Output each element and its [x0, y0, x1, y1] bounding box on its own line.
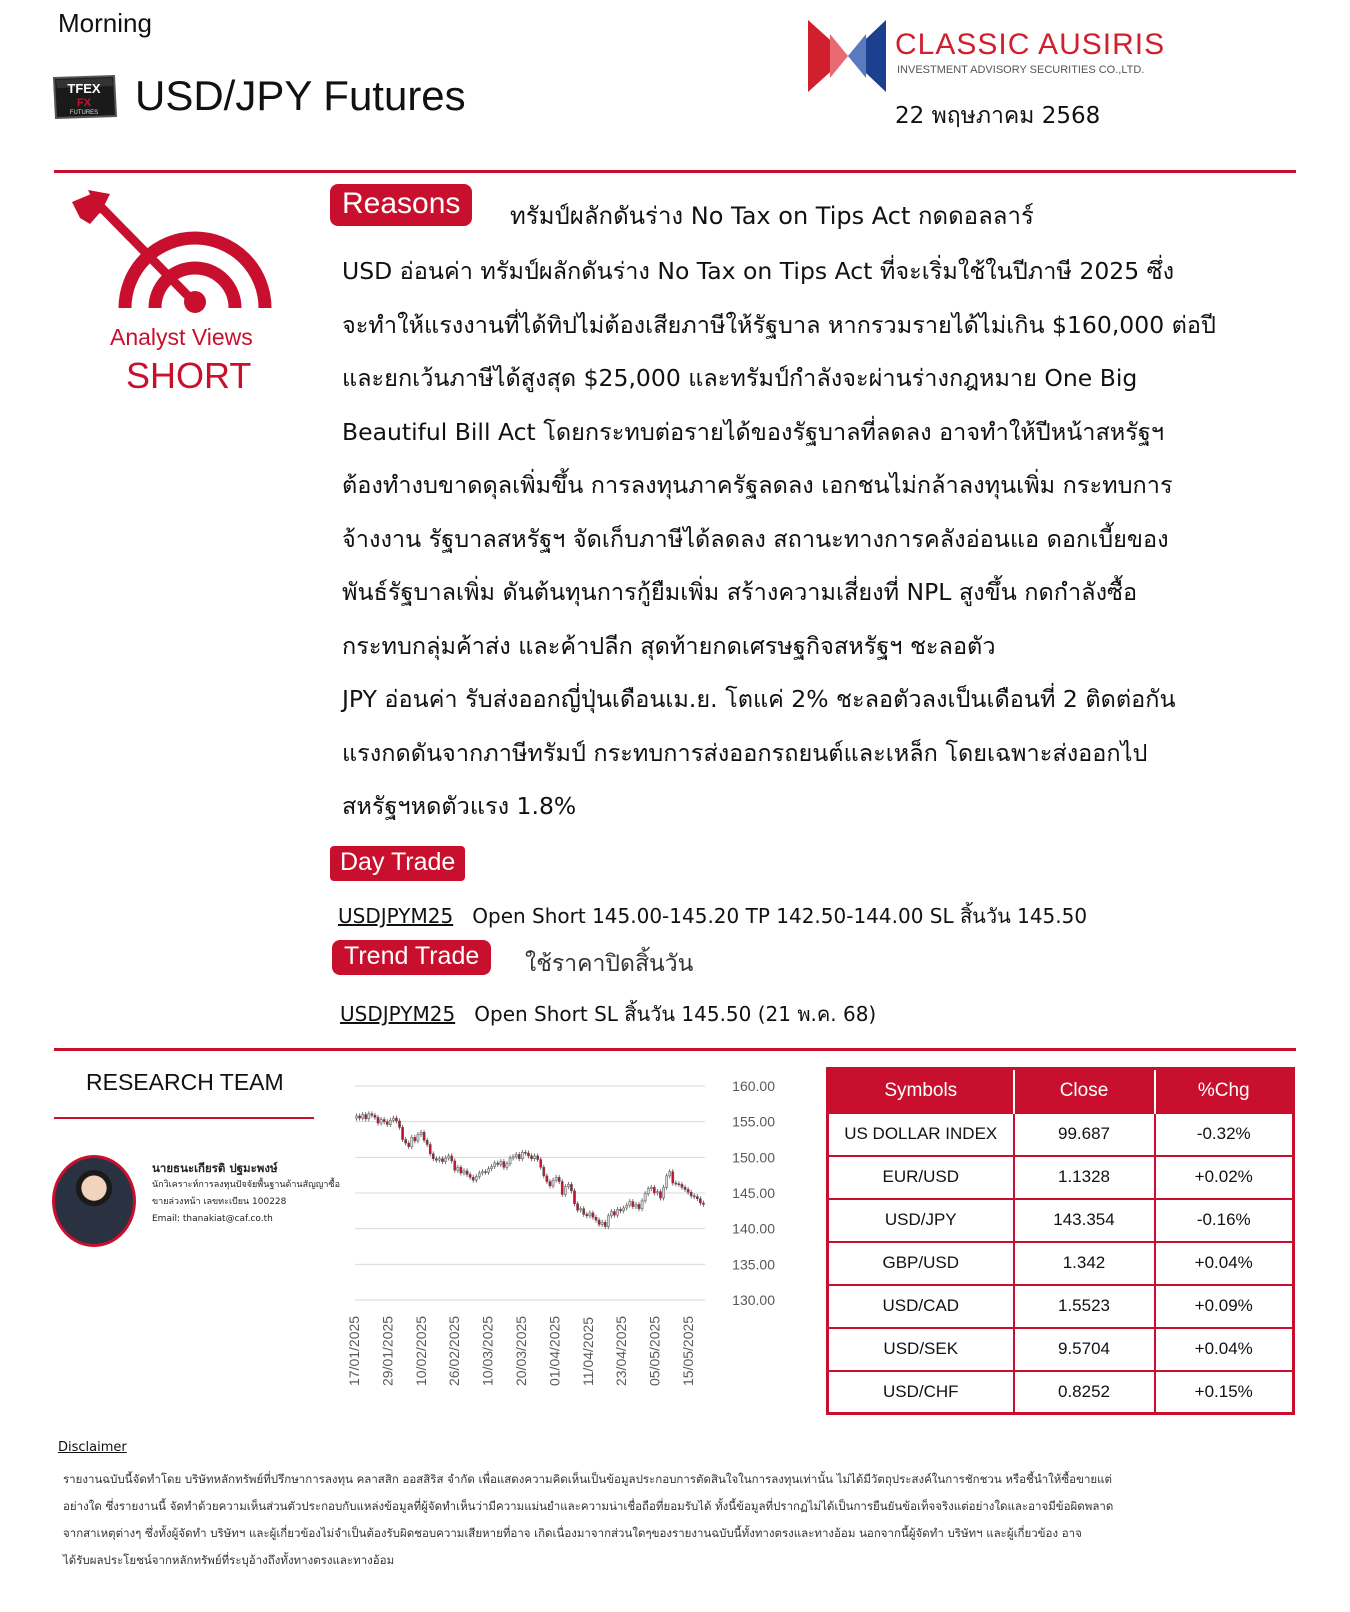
candle-body [595, 1217, 597, 1220]
analyst-role: นักวิเคราะห์การลงทุนปัจจัยพื้นฐานด้านสัญญาซื้อ [152, 1180, 340, 1190]
x-tick-label: 11/04/2025 [579, 1316, 596, 1386]
quote-symbol: USD/SEK [828, 1328, 1014, 1371]
section-divider [54, 1048, 1296, 1051]
quote-symbol: EUR/USD [828, 1156, 1014, 1199]
research-team-title: RESEARCH TEAM [86, 1069, 284, 1095]
candle-body [438, 1159, 440, 1160]
target-arrow-icon [70, 190, 275, 320]
candle-body [494, 1163, 496, 1167]
quote-close: 1.1328 [1014, 1156, 1155, 1199]
candle-body [555, 1177, 557, 1180]
candle-body [402, 1127, 404, 1139]
quotes-table [826, 1067, 1295, 1415]
candle-body [423, 1132, 425, 1140]
candle-body [398, 1121, 400, 1127]
trend-trade-tag: Trend Trade [332, 940, 491, 975]
candle-body [672, 1172, 674, 1183]
candle-body [662, 1187, 664, 1198]
candle-body [543, 1167, 545, 1176]
reasons-tag: Reasons [330, 184, 472, 226]
candle-body [478, 1173, 480, 1177]
quote-close: 99.687 [1014, 1113, 1155, 1156]
candle-body [632, 1202, 634, 1207]
candle-body [371, 1114, 373, 1115]
candle-body [656, 1192, 658, 1193]
candle-body [567, 1184, 569, 1186]
disclaimer-body [63, 1466, 1273, 1574]
tfex-logo-line2: FX [76, 97, 92, 109]
candle-body [610, 1212, 612, 1216]
candle-body [530, 1156, 532, 1159]
candle-body [573, 1191, 575, 1204]
candle-body [647, 1189, 649, 1194]
candle-body [362, 1115, 364, 1119]
y-tick-label: 145.00 [732, 1185, 775, 1201]
x-tick-label: 17/01/2025 [346, 1315, 362, 1386]
day-trade-detail: Open Short 145.00-145.20 TP 142.50-144.00 SL สิ้นวัน 145.50 [472, 904, 1088, 928]
x-tick-label: 29/01/2025 [379, 1315, 396, 1386]
quote-close: 143.354 [1014, 1199, 1155, 1242]
candle-body [374, 1115, 376, 1117]
day-trade-symbol: USDJPYM25 [338, 904, 454, 928]
candle-body [359, 1116, 361, 1118]
candle-body [380, 1120, 382, 1124]
candle-body [601, 1222, 603, 1224]
candle-body [623, 1208, 625, 1211]
candle-body [472, 1177, 474, 1180]
candle-body [580, 1209, 582, 1210]
candle-body [426, 1140, 428, 1144]
candle-body [408, 1143, 410, 1147]
product-title: USD/JPY Futures [135, 72, 466, 119]
candle-body [570, 1184, 572, 1190]
trend-trade-detail: Open Short SL สิ้นวัน 145.50 (21 พ.ค. 68) [474, 1002, 877, 1026]
candle-body [429, 1144, 431, 1153]
candle-body [484, 1172, 486, 1173]
candle-body [626, 1205, 628, 1208]
trend-trade-note: ใช้ราคาปิดสิ้นวัน [525, 951, 694, 977]
trend-trade-line [340, 998, 876, 1030]
candle-body [684, 1187, 686, 1189]
quotes-header-chg: %Chg [1155, 1069, 1294, 1113]
candle-body [383, 1120, 385, 1122]
analyst-info [152, 1160, 340, 1228]
candle-body [702, 1203, 704, 1204]
candle-body [586, 1214, 588, 1215]
reasons-line: จะทำให้แรงงานที่ได้ทิปไม่ต้องเสียภาษีให้รัฐบาล หากรวมรายได้ไม่เกิน $160,000 ต่อปี [342, 310, 1216, 339]
quote-close: 1.5523 [1014, 1285, 1155, 1328]
reasons-line: สหรัฐฯหดตัวแรง 1.8% [342, 792, 577, 820]
candle-body [534, 1156, 536, 1159]
quotes-header-close: Close [1014, 1069, 1155, 1113]
candle-body [487, 1169, 489, 1173]
quote-row [828, 1199, 1294, 1242]
analyst-views-value: SHORT [126, 355, 252, 396]
disclaimer-line: อย่างใด ซึ่งรายงานนี้ จัดทำด้วยความเห็นส่วนตัวประกอบกับแหล่งข้อมูลที่ผู้จัดทำเห็นว่ามีความแม่นยำและความน่าเชื่อถือที่ยอมรับได้ ทั้งนี้ข้อมูลที่ปรากฏไม่ได้เป็นการยืนยันข้อเท็จจริงแต่อย่างใดและอาจมีข้อผิดพลาด [63, 1499, 1114, 1513]
trend-trade-symbol: USDJPYM25 [340, 1002, 456, 1026]
candle-body [607, 1216, 609, 1227]
candle-body [469, 1174, 471, 1177]
candle-body [589, 1213, 591, 1216]
candle-body [583, 1209, 585, 1215]
candle-body [524, 1152, 526, 1153]
quote-row [828, 1371, 1294, 1414]
candle-body [638, 1204, 640, 1208]
analyst-views-label: Analyst Views [110, 324, 253, 350]
reasons-line: พันธ์รัฐบาลเพิ่ม ดันต้นทุนการกู้ยืมเพิ่ม สร้างความเสี่ยงที่ NPL สูงขึ้น กดกำลังซื้อ [342, 578, 1138, 606]
candle-body [629, 1202, 631, 1206]
tfex-logo [50, 72, 118, 122]
classic-ausiris-logo [808, 20, 886, 92]
candle-body [448, 1156, 450, 1158]
quote-symbol: USD/CHF [828, 1371, 1014, 1414]
candle-body [564, 1187, 566, 1195]
candle-body [509, 1158, 511, 1164]
candle-body [687, 1189, 689, 1192]
reasons-line: Beautiful Bill Act โดยกระทบต่อรายได้ของรัฐบาลที่ลดลง อาจทำให้ปีหน้าสหรัฐฯ [342, 417, 1165, 446]
reasons-line: USD อ่อนค่า ทรัมป์ผลักดันร่าง No Tax on Tips Act ที่จะเริ่มใช้ในปีภาษี 2025 ซึ่ง [342, 257, 1175, 285]
candle-body [616, 1209, 618, 1215]
quote-symbol: GBP/USD [828, 1242, 1014, 1285]
y-tick-label: 155.00 [732, 1113, 775, 1130]
candle-body [405, 1140, 407, 1144]
candle-body [546, 1176, 548, 1182]
candle-body [604, 1222, 606, 1226]
usdjpy-candlestick-chart [346, 1078, 815, 1420]
candle-body [506, 1164, 508, 1168]
y-tick-label: 150.00 [732, 1149, 775, 1166]
quote-close: 0.8252 [1014, 1371, 1155, 1414]
quote-change: -0.16% [1155, 1199, 1294, 1242]
candle-body [386, 1122, 388, 1125]
candle-body [435, 1159, 437, 1160]
candle-body [521, 1152, 523, 1158]
candle-body [540, 1159, 542, 1167]
quote-symbol: USD/JPY [828, 1199, 1014, 1242]
quote-row [828, 1242, 1294, 1285]
candle-body [377, 1117, 379, 1123]
quote-change: +0.15% [1155, 1371, 1294, 1414]
brand-name: CLASSIC AUSIRIS [895, 28, 1166, 61]
analyst-email: Email: thanakiat@caf.co.th [152, 1214, 273, 1224]
analyst-avatar [52, 1155, 136, 1247]
analyst-license: ขายล่วงหน้า เลขทะเบียน 100228 [152, 1197, 287, 1207]
candle-body [466, 1171, 468, 1175]
reasons-line: แรงกดดันจากภาษีทรัมป์ กระทบการส่งออกรถยนต์และเหล็ก โดยเฉพาะส่งออกไป [342, 738, 1148, 767]
x-tick-label: 15/05/2025 [680, 1315, 696, 1386]
candle-body [669, 1172, 671, 1176]
reasons-line: JPY อ่อนค่า รับส่งออกญี่ปุ่นเดือนเม.ย. โตแค่ 2% ชะลอตัวลงเป็นเดือนที่ 2 ติดต่อกัน [342, 685, 1176, 713]
reasons-body [342, 245, 1292, 834]
quotes-header-symbols: Symbols [828, 1069, 1014, 1113]
candle-body [653, 1187, 655, 1193]
candle-body [527, 1153, 529, 1156]
candle-body [420, 1132, 422, 1134]
candle-body [659, 1192, 661, 1198]
candle-body [598, 1220, 600, 1224]
quote-row [828, 1156, 1294, 1199]
x-tick-label: 23/04/2025 [613, 1315, 630, 1386]
y-tick-label: 135.00 [732, 1256, 775, 1273]
candle-body [592, 1213, 594, 1217]
candle-body [693, 1196, 695, 1197]
quote-symbol: USD/CAD [828, 1285, 1014, 1328]
tfex-logo-line3: FUTURES [69, 110, 99, 116]
candle-body [641, 1201, 643, 1209]
candle-body [515, 1154, 517, 1156]
quote-symbol: US DOLLAR INDEX [828, 1113, 1014, 1156]
candle-body [463, 1171, 465, 1173]
candle-body [451, 1156, 453, 1161]
candle-body [675, 1183, 677, 1184]
candle-body [368, 1114, 370, 1119]
x-tick-label: 26/02/2025 [446, 1315, 463, 1386]
candle-body [432, 1154, 434, 1159]
quote-row [828, 1285, 1294, 1328]
report-date: 22 พฤษภาคม 2568 [895, 103, 1101, 129]
reasons-line: และยกเว้นภาษีได้สูงสุด $25,000 และทรัมป์กำลังจะผ่านร่างกฎหมาย One Big [342, 364, 1138, 392]
candle-body [395, 1118, 397, 1121]
candle-body [681, 1184, 683, 1187]
candle-body [549, 1182, 551, 1186]
candle-body [650, 1187, 652, 1188]
quote-change: +0.09% [1155, 1285, 1294, 1328]
candle-body [635, 1204, 637, 1206]
x-tick-label: 20/03/2025 [513, 1315, 529, 1386]
header-divider [54, 170, 1296, 173]
reasons-line: ต้องทำงบขาดดุลเพิ่มขึ้น การลงทุนภาครัฐลดลง เอกชนไม่กล้าลงทุนเพิ่ม กระทบการ [342, 471, 1173, 499]
y-tick-label: 160.00 [732, 1078, 775, 1094]
quote-row [828, 1328, 1294, 1371]
disclaimer-title: Disclaimer [58, 1440, 127, 1455]
candle-body [699, 1199, 701, 1203]
x-tick-label: 01/04/2025 [546, 1315, 563, 1386]
day-trade-tag: Day Trade [330, 846, 465, 881]
x-tick-label: 10/03/2025 [479, 1315, 496, 1386]
candle-body [512, 1157, 514, 1158]
candle-body [441, 1159, 443, 1162]
candle-body [355, 1116, 357, 1118]
y-tick-label: 130.00 [732, 1292, 775, 1308]
candle-body [696, 1197, 698, 1199]
quote-row [828, 1113, 1294, 1156]
candle-body [444, 1158, 446, 1162]
disclaimer-line: จากสาเหตุต่างๆ ซึ่งทั้งผู้จัดทำ บริษัทฯ และผู้เกี่ยวข้องไม่จำเป็นต้องรับผิดชอบความเสียหายที่อาจ เกิดเนื่องมาจากส่วนใดๆของรายงานฉบับนี้ทั้งทางตรงและทางอ้อม นอกจากนี้ผู้จัดทำ บริษัทฯ และผู้เกี่ยวข้อง อาจ [63, 1526, 1082, 1540]
x-tick-label: 05/05/2025 [646, 1315, 663, 1386]
tfex-logo-line1: TFEX [67, 81, 101, 96]
candle-body [457, 1167, 459, 1170]
candle-body [389, 1120, 391, 1124]
reasons-line: จ้างงาน รัฐบาลสหรัฐฯ จัดเก็บภาษีได้ลดลง สถานะทางการคลังอ่อนแอ ดอกเบี้ยของ [342, 524, 1169, 553]
candle-body [454, 1161, 456, 1170]
disclaimer-line: รายงานฉบับนี้จัดทำโดย บริษัทหลักทรัพย์ที่ปรึกษาการลงทุน คลาสสิก ออสสิริส จำกัด เพื่อแสดงความคิดเห็นเป็นข้อมูลประกอบการตัดสินใจในการลงทุนเท่านั้น ไม่ได้มีวัตถุประสงค์ในการชักชวน หรือชี้นำให้ซื้อขายแต่ [63, 1472, 1113, 1486]
candle-body [475, 1177, 477, 1181]
quotes-header-row [828, 1069, 1294, 1113]
x-tick-label: 10/02/2025 [412, 1315, 429, 1386]
candle-body [481, 1172, 483, 1173]
edition-label: Morning [58, 8, 152, 38]
brand-subtitle: INVESTMENT ADVISORY SECURITIES CO.,LTD. [897, 64, 1145, 76]
candle-body [577, 1204, 579, 1210]
quote-close: 9.5704 [1014, 1328, 1155, 1371]
candle-body [619, 1209, 621, 1210]
quote-close: 1.342 [1014, 1242, 1155, 1285]
candle-body [678, 1184, 680, 1185]
reasons-headline: ทรัมป์ผลักดันร่าง No Tax on Tips Act กดดอลลาร์ [510, 202, 1034, 230]
candle-body [411, 1137, 413, 1146]
candle-body [503, 1162, 505, 1168]
candle-body [414, 1137, 416, 1141]
analyst-name: นายธนะเกียรติ ปฐมะพงษ์ [152, 1161, 278, 1175]
candle-body [500, 1162, 502, 1165]
quote-change: -0.32% [1155, 1113, 1294, 1156]
candle-body [552, 1180, 554, 1186]
candle-body [460, 1167, 462, 1173]
candle-body [644, 1194, 646, 1201]
quote-change: +0.04% [1155, 1242, 1294, 1285]
candle-body [537, 1156, 539, 1160]
candle-body [497, 1163, 499, 1164]
candle-body [561, 1182, 563, 1195]
day-trade-line [338, 900, 1087, 932]
candle-body [666, 1176, 668, 1187]
candle-body [690, 1192, 692, 1196]
candle-body [392, 1118, 394, 1120]
research-team-underline [54, 1117, 314, 1119]
quote-change: +0.04% [1155, 1328, 1294, 1371]
reasons-line: กระทบกลุ่มค้าส่ง และค้าปลีก สุดท้ายกดเศรษฐกิจสหรัฐฯ ชะลอตัว [342, 631, 996, 660]
candle-body [491, 1167, 493, 1169]
disclaimer-line: ได้รับผลประโยชน์จากหลักทรัพย์ที่ระบุอ้างถึงทั้งทางตรงและทางอ้อม [63, 1553, 395, 1567]
candle-body [613, 1212, 615, 1216]
candle-body [417, 1135, 419, 1141]
y-tick-label: 140.00 [732, 1220, 775, 1237]
candle-body [365, 1115, 367, 1119]
candle-body [518, 1154, 520, 1158]
candle-body [558, 1177, 560, 1181]
quote-change: +0.02% [1155, 1156, 1294, 1199]
